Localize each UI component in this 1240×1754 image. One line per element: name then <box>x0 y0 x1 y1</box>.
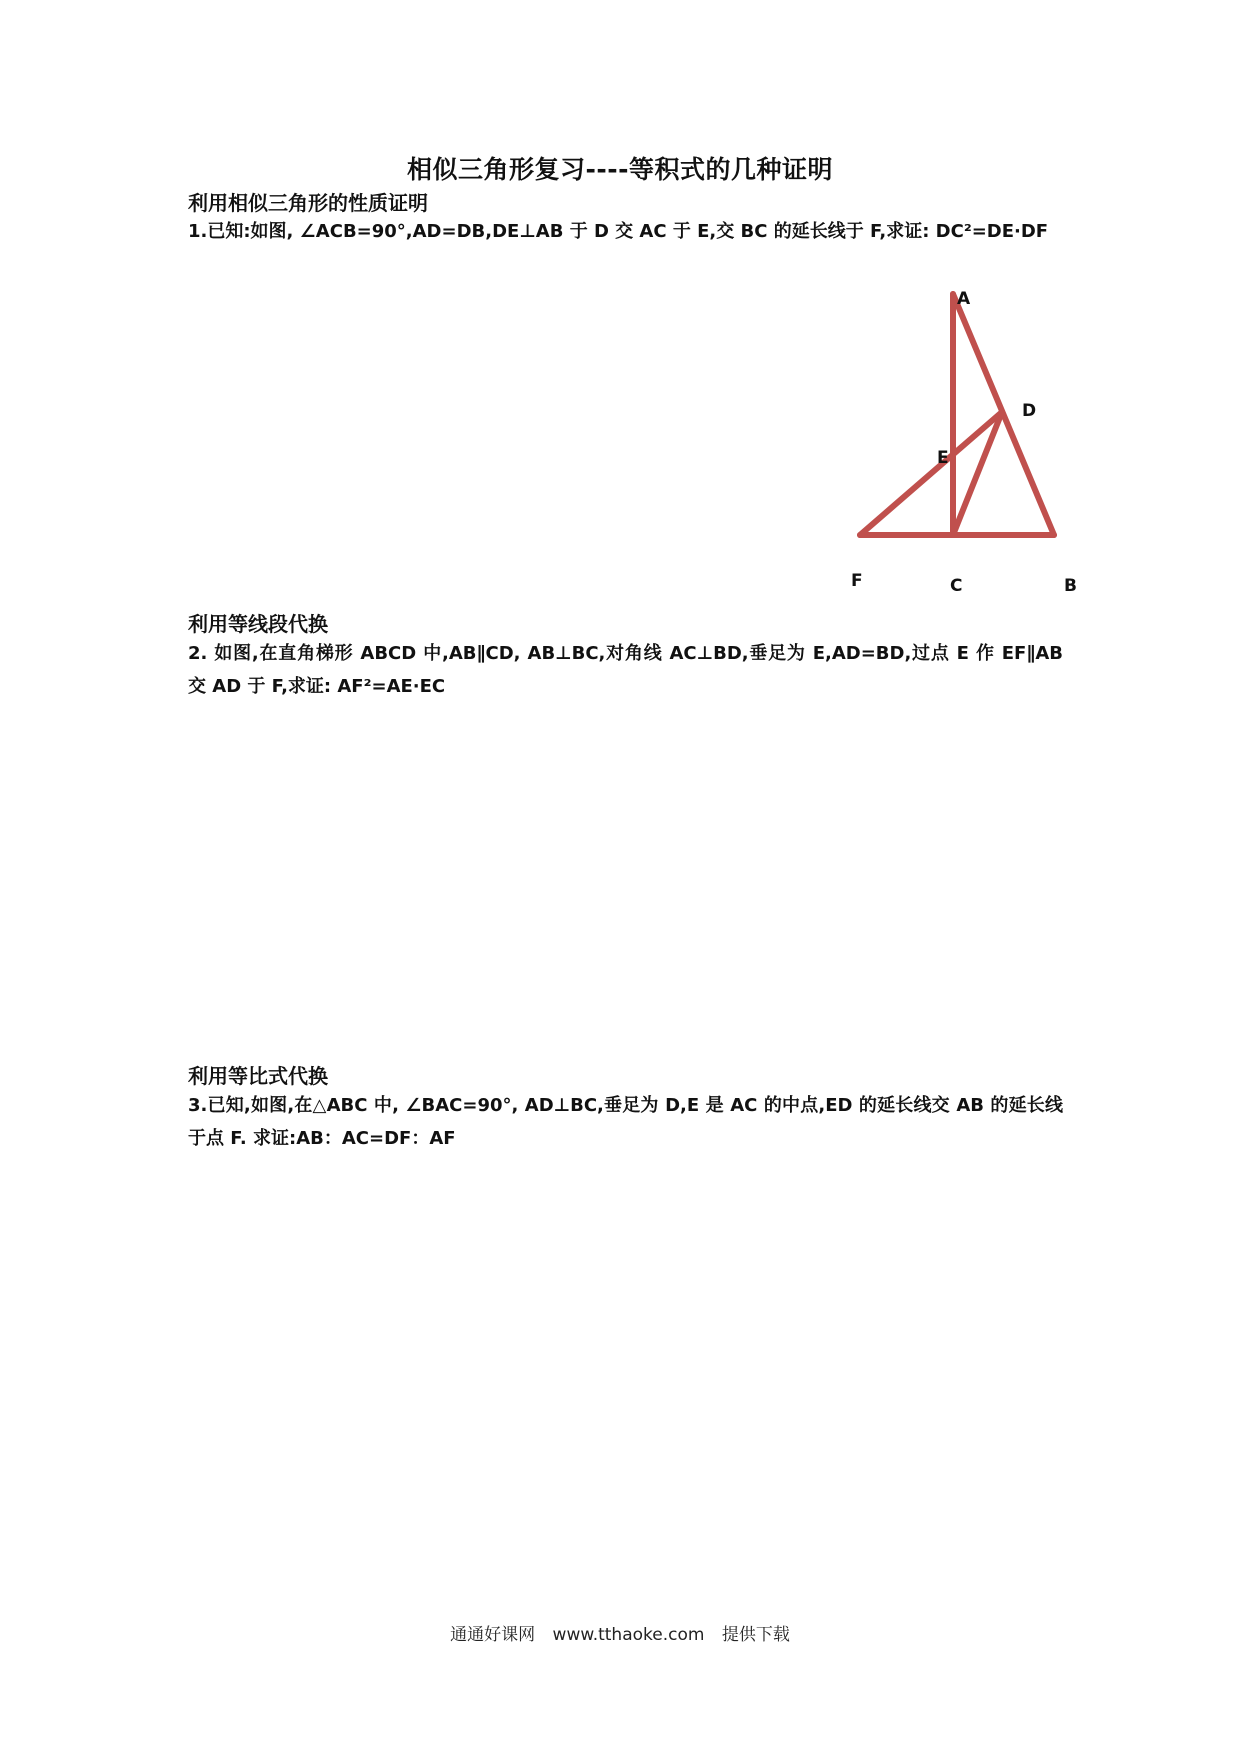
triangle-figure <box>820 270 1120 610</box>
footer-site-name: 通通好课网 <box>450 1625 536 1645</box>
problem-2-text: 2. 如图,在直角梯形 ABCD 中,AB∥CD, AB⊥BC,对角线 AC⊥BD,垂足为 E,AD=BD,过点 E 作 EF∥AB 交 AD 于 F,求证: AF²=AE·EC <box>188 643 1063 697</box>
label-a: A <box>957 289 971 309</box>
section-heading-3: 利用等比式代换 <box>188 1064 328 1088</box>
section-heading-1: 利用相似三角形的性质证明 <box>188 191 428 215</box>
problem-3-text: 3.已知,如图,在△ABC 中, ∠BAC=90°, AD⊥BC,垂足为 D,E 是 AC 的中点,ED 的延长线交 AB 的延长线于点 F. 求证:AB：AC=DF：AF <box>188 1095 1063 1149</box>
page-title: 相似三角形复习----等积式的几种证明 <box>406 155 833 184</box>
label-e: E <box>937 448 949 468</box>
label-d: D <box>1022 401 1037 421</box>
footer-suffix: 提供下载 <box>721 1625 790 1645</box>
label-b: B <box>1064 576 1077 596</box>
label-f: F <box>851 571 863 591</box>
triangle-figure-svg <box>820 270 1120 610</box>
footer <box>0 1620 1240 1645</box>
label-c: C <box>950 576 963 596</box>
section-heading-2: 利用等线段代换 <box>188 612 328 636</box>
problem-1-text: 1.已知:如图, ∠ACB=90°,AD=DB,DE⊥AB 于 D 交 AC 于 E,交 BC 的延长线于 F,求证: DC²=DE·DF <box>188 221 1049 242</box>
footer-url[interactable]: www.tthaoke.com <box>552 1625 705 1645</box>
